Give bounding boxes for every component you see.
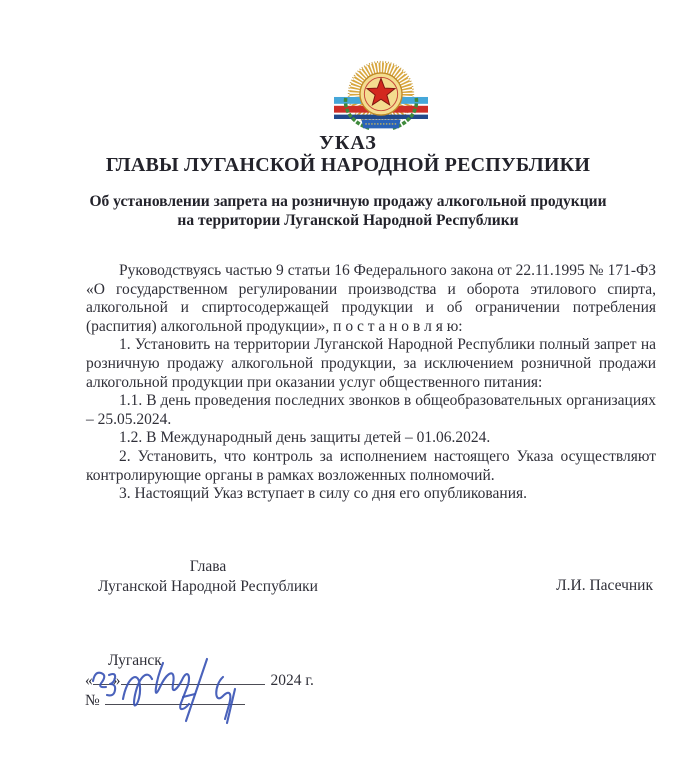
lnr-coat-of-arms-icon bbox=[334, 60, 428, 132]
number-blank bbox=[105, 691, 245, 705]
year-label: 2024 г. bbox=[270, 672, 314, 689]
body-paragraph-item-1: 1. Установить на территории Луганской Народной Республики полный запрет на розничную продажу алкогольной продукции, за исключением розничной продажи алкогольной продукции при оказании услуг общественного питания: bbox=[86, 336, 656, 391]
month-blank bbox=[121, 671, 265, 685]
day-blank bbox=[93, 671, 113, 685]
body-paragraph-item-1-2: 1.2. В Международный день защиты детей – 01.06.2024. bbox=[119, 429, 491, 447]
signatory-title-line-2: Луганской Народной Республики bbox=[98, 577, 318, 595]
number-line bbox=[85, 691, 345, 711]
body-paragraph-item-1-1: 1.1. В день проведения последних звонков в общеобразовательных организациях – 25.05.2024. bbox=[86, 392, 656, 428]
city-label: Луганск bbox=[108, 652, 162, 669]
decree-body bbox=[86, 262, 656, 504]
subject-line-2: на территории Луганской Народной Республики bbox=[177, 211, 519, 229]
close-quote: » bbox=[112, 672, 121, 689]
number-sign: № bbox=[85, 692, 100, 709]
issuing-authority-title: ГЛАВЫ ЛУГАНСКОЙ НАРОДНОЙ РЕСПУБЛИКИ bbox=[105, 154, 591, 176]
date-line bbox=[85, 671, 345, 691]
body-paragraph-preamble: Руководствуясь частью 9 статьи 16 Федерального закона от 22.11.1995 № 171-ФЗ «О государственном регулировании производства и оборота этилового спирта, алкогольной и спиртосодержащей продукции и об ограничении потребления (распития) алкогольной продукции», п о с т а н о в л я ю: bbox=[86, 262, 656, 335]
signatory-title bbox=[94, 557, 322, 596]
signatory-name: Л.И. Пасечник bbox=[556, 577, 653, 594]
issuance-block bbox=[85, 651, 345, 711]
signature-block bbox=[86, 557, 656, 597]
subject-line-1: Об установлении запрета на розничную продажу алкогольной продукции bbox=[89, 193, 607, 210]
signatory-title-line-1: Глава bbox=[189, 558, 227, 575]
decree-subject bbox=[48, 193, 648, 230]
body-paragraph-item-3: 3. Настоящий Указ вступает в силу со дня его опубликования. bbox=[119, 485, 528, 503]
open-quote: « bbox=[85, 672, 93, 689]
document-type-title: УКАЗ bbox=[319, 132, 377, 154]
body-paragraph-item-2: 2. Установить, что контроль за исполнением настоящего Указа осуществляют контролирующие органы в рамках возложенных полномочий. bbox=[86, 447, 656, 484]
